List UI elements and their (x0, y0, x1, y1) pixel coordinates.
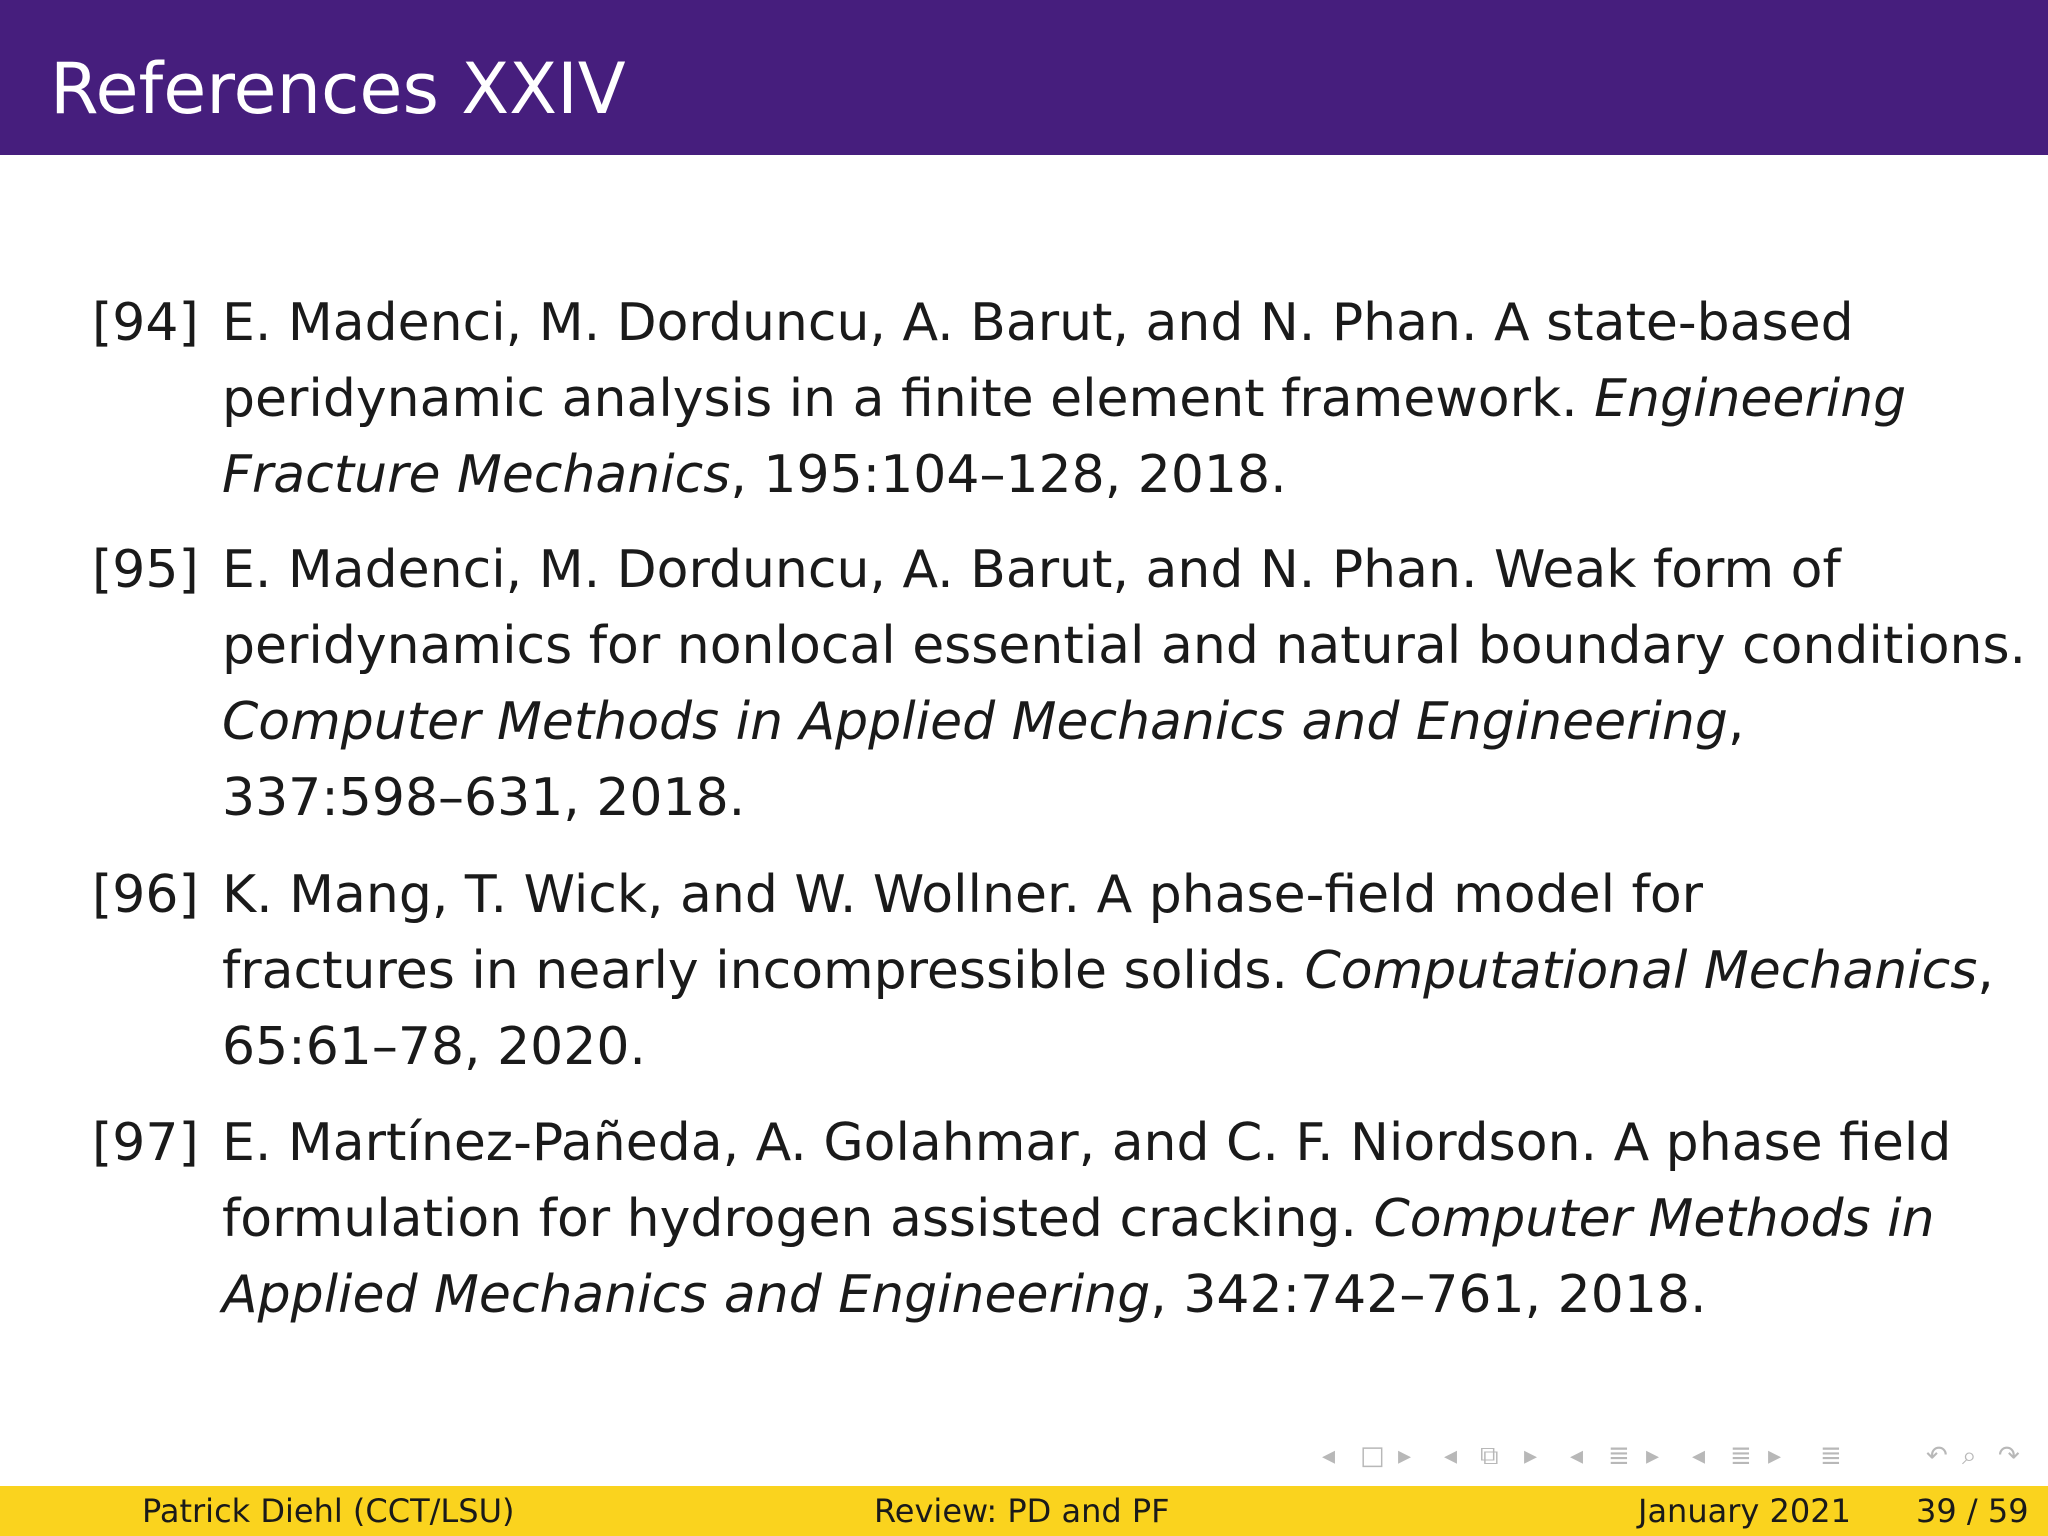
reference-line (222, 285, 1854, 361)
nav-back-icon[interactable]: ↶ (1926, 1441, 1948, 1471)
reference-line (222, 933, 1994, 1009)
reference-line (222, 1257, 1707, 1333)
reference-text: formulation for hydrogen assisted cracking. (222, 1189, 1374, 1249)
reference-line (222, 361, 1906, 437)
footer-page-number: 39 / 59 (1916, 1492, 2029, 1530)
footer-short-title: Review: PD and PF (874, 1492, 1170, 1530)
reference-text: fractures in nearly incompressible solids. (222, 941, 1305, 1001)
reference-venue: Fracture Mechanics (222, 445, 731, 505)
reference-line (222, 1009, 646, 1085)
nav-next-subsection-icon[interactable]: ▸ (1646, 1441, 1660, 1471)
reference-number: [97] (92, 1113, 199, 1173)
reference-number: [95] (92, 540, 199, 600)
nav-section-icon[interactable]: ≣ (1730, 1441, 1752, 1471)
nav-prev-frame-icon[interactable]: ◂ (1444, 1441, 1458, 1471)
reference-line (222, 608, 2026, 684)
reference-text: E. Martínez-Pañeda, A. Golahmar, and C. F. Niordson. A phase field (222, 1113, 1952, 1173)
nav-next-slide-icon[interactable]: ▸ (1398, 1441, 1412, 1471)
nav-frame-icon[interactable]: ⧉ (1480, 1441, 1499, 1471)
reference-text: peridynamics for nonlocal essential and natural boundary conditions. (222, 616, 2027, 676)
nav-next-frame-icon[interactable]: ▸ (1524, 1441, 1538, 1471)
reference-line (222, 1181, 1935, 1257)
reference-text: , 195:104–128, 2018. (730, 445, 1287, 505)
reference-text: E. Madenci, M. Dorduncu, A. Barut, and N. Phan. Weak form of (222, 540, 1841, 600)
reference-venue: Computer Methods in Applied Mechanics and Engineering (222, 692, 1728, 752)
reference-text: K. Mang, T. Wick, and W. Wollner. A phase-field model for (222, 865, 1704, 925)
nav-prev-section-icon[interactable]: ◂ (1692, 1441, 1706, 1471)
reference-line (222, 684, 1744, 760)
reference-line (222, 760, 745, 836)
nav-prev-slide-icon[interactable]: ◂ (1322, 1441, 1336, 1471)
nav-forward-icon[interactable]: ↷ (1998, 1441, 2020, 1471)
reference-venue: Applied Mechanics and Engineering (222, 1265, 1151, 1325)
reference-line (222, 1105, 1951, 1181)
reference-text: 65:61–78, 2020. (222, 1017, 646, 1077)
reference-text: , (1977, 941, 1994, 1001)
reference-line (222, 857, 1703, 933)
reference-line (222, 532, 1841, 608)
reference-line (222, 437, 1287, 513)
title-bar (0, 0, 2048, 155)
nav-outline-icon[interactable]: ≣ (1820, 1441, 1842, 1471)
reference-text: , (1727, 692, 1745, 752)
reference-text: 337:598–631, 2018. (222, 768, 746, 828)
reference-number: [96] (92, 865, 199, 925)
nav-prev-subsection-icon[interactable]: ◂ (1570, 1441, 1584, 1471)
reference-text: , 342:742–761, 2018. (1150, 1265, 1707, 1325)
nav-search-icon[interactable]: ⌕ (1962, 1441, 1977, 1471)
reference-venue: Computational Mechanics (1304, 941, 1978, 1001)
reference-text: E. Madenci, M. Dorduncu, A. Barut, and N. Phan. A state-based (222, 293, 1854, 353)
reference-text: peridynamic analysis in a finite element framework. (222, 369, 1595, 429)
footer-date: January 2021 (1638, 1492, 1851, 1530)
reference-venue: Computer Methods in (1373, 1189, 1935, 1249)
nav-slide-icon[interactable]: □ (1360, 1441, 1385, 1471)
reference-venue: Engineering (1594, 369, 1907, 429)
footer-author: Patrick Diehl (CCT/LSU) (142, 1492, 515, 1530)
beamer-navigation-bar (1322, 1436, 2032, 1476)
nav-subsection-icon[interactable]: ≣ (1608, 1441, 1630, 1471)
footer-bar (0, 1486, 2048, 1536)
nav-next-section-icon[interactable]: ▸ (1768, 1441, 1782, 1471)
slide-title: References XXIV (50, 48, 626, 130)
reference-number: [94] (92, 293, 199, 353)
